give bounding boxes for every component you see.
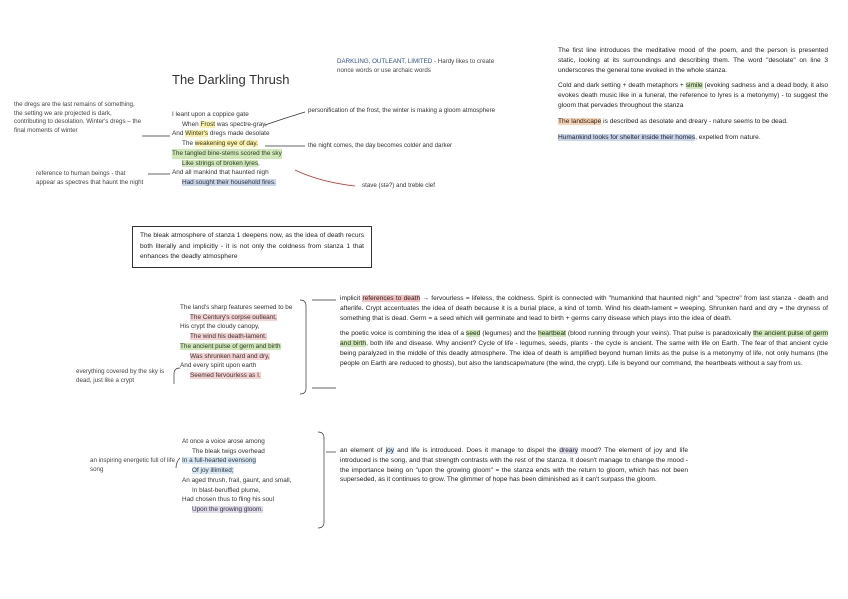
stanza3-line-4: [182, 466, 291, 476]
line2-frost: Frost: [200, 120, 216, 128]
bracket-stanza3: [318, 432, 324, 528]
stanza2-line-6: [180, 352, 292, 362]
connector-stave: [295, 170, 355, 186]
note-covered: everything covered by the sky is dead, just like a crypt: [76, 368, 165, 384]
note-inspiring: an inspiring energetic full of life song: [90, 457, 175, 473]
middle-p1: [340, 294, 828, 323]
stanza-3: [182, 437, 291, 515]
note-dregs: the dregs are the last remains of something, the setting we are projected is dark, contributing to desolation. Winter's dregs – the final moments of winter: [14, 101, 142, 134]
stanza3-line-8: [182, 505, 291, 515]
middle-p2-c: (blood running through your veins). That pulse is paradoxically: [565, 330, 754, 338]
line4-b: eye of day.: [225, 140, 258, 148]
stanza2-line-2-text: The Century's corpse outleant,: [190, 313, 277, 321]
right-p2-b: (evoking sadness and a dead body, it also evokes death music like in a funeral, the reference to lyres is a metonymy) - to suggest the gloom that pervades throughout the stanza: [558, 82, 829, 109]
note-night: the night comes, the day becomes colder and darker: [308, 142, 453, 149]
stanza-2: [180, 303, 292, 381]
middle-p2-a: the poetic voice is combining the idea of a: [340, 330, 467, 338]
middle-column: [340, 294, 828, 375]
stanza-1: [172, 110, 282, 188]
stanza1-line-3: [172, 129, 282, 139]
stanza2-line-4-text: The wind his death-lament.: [190, 333, 267, 341]
line2-a: When: [182, 120, 201, 128]
stanza1-line-6: [172, 159, 282, 169]
archaic-words-text: - Hardy likes to create nonce words or use archaic words: [337, 58, 495, 74]
middle-p3: [340, 446, 688, 485]
stanza1-line-5: The tangled bine-stems scored the sky: [172, 149, 282, 157]
stanza1-line-1: I leant upon a coppice gate: [172, 111, 249, 118]
page-title: The Darkling Thrush: [172, 72, 290, 87]
note-personification: personification of the frost, the winter is making a gloom atmosphere: [308, 107, 496, 114]
right-p1: The first line introduces the meditative mood of the poem, and the person is presented static, looking at its surroundings and describing them. The word "desolate" on line 3 underscores the general tone evoked in the whole stanza.: [558, 47, 828, 74]
middle-p2-b: (legumes) and the: [480, 330, 538, 338]
stanza2-line-5: [180, 342, 292, 352]
line3-winter: Winter's: [185, 130, 209, 138]
summary-box: The bleak atmosphere of stanza 1 deepens now, as the idea of death recurs both literally and implicitly - it is not only the coldness from stanza 1 that enhances the deadly atmosphere: [132, 226, 372, 268]
stanza2-line-3: His crypt the cloudy canopy,: [180, 323, 260, 331]
stanza3-line-6: In blast-beruffled plume,: [192, 486, 261, 494]
middle-p3-c: mood? The element of joy and life introduced is the song, and that strength contrasts with the rest of the stanza. It doesn't manage to change the mood - the importance being on "upon the growing gloom" = the stanza ends with the return to gloom, which has not been superseded, as it continues to grow. The glimmer of hope has been diminished as it can't surpass the gloom.: [340, 447, 688, 484]
stanza2-line-8-text: Seemed fervourless as I.: [190, 371, 261, 379]
stanza3-line-4-text: Of joy illimited;: [192, 467, 234, 475]
stanza2-line-4: [180, 332, 292, 342]
stanza1-line-7: And all mankind that haunted nigh: [172, 169, 269, 177]
middle-p3-joy: joy: [385, 447, 395, 454]
stanza2-line-2: [180, 313, 292, 323]
right-p3-b: is described as desolate and dreary - nature seems to be dead.: [601, 117, 788, 125]
stanza3-line-5: An aged thrush, frail, gaunt, and small,: [182, 476, 292, 484]
stanza1-line-4: [172, 139, 282, 149]
line6-lyres: broken lyres: [223, 159, 259, 167]
line4-a: The: [182, 140, 195, 148]
stanza3-line-3: [182, 456, 291, 466]
right-p4-b: , expelled from nature.: [695, 133, 761, 141]
middle-p3-dreary: dreary: [559, 447, 579, 454]
stanza2-line-5-text: The ancient pulse of germ and birth: [180, 342, 281, 350]
note-spectres: reference to human beings - that appear as spectres that haunt the night: [36, 170, 144, 186]
stanza3-line-3-text: In a full-hearted evensong: [182, 457, 256, 465]
right-column: [558, 46, 828, 148]
right-p3-landscape: The landscape: [558, 117, 602, 125]
stanza3-line-8-text: Upon the growing gloom.: [192, 505, 264, 513]
stanza1-line-2: [172, 120, 282, 130]
right-p4: [558, 133, 828, 143]
line4-weakening: weakening: [194, 140, 226, 148]
archaic-words-label: DARKLING, OUTLEANT, LIMITED: [337, 58, 433, 65]
middle-p2-d: , both life and disease. Why ancient? Cycle of life - legumes, seeds, plants - the cycle is ancient. The same with life on Earth. The fear of that ancient cycle being paralyzed in the middle of this deadly atmosphere. The idea of death is amplified beyond human limits as the pulse is a metonymy of life, not only humans (the people on Earth are reduced to ghosts), but also the landscape/nature (the wind, the crypt). Life is beyond our command, the heartbeats without a say from us.: [340, 340, 828, 367]
middle-p2: [340, 329, 828, 368]
bracket-stanza2: [300, 300, 306, 394]
middle-p1-b: → fervourless = lifeless, the coldness. Spirit is connected with "humankind that haunted nigh" and "spectre" from last stanza - death and afterlife. Crypt accentuates the idea of death because it is a burial place, a kind of tomb. Wind his death-lament = weeping. Shrunken hard and dry = the dryness of something that is dead. Germ = a seed which will germinate and lead to birth + germs carry disease which plays into the idea of death.: [340, 295, 829, 322]
line3-b: dregs made desolate: [208, 130, 270, 138]
middle-p2-seed: seed: [466, 330, 481, 338]
middle-p1-a: implicit: [340, 295, 363, 302]
stanza2-line-6-text: Was shrunken hard and dry,: [190, 352, 270, 360]
joy-paragraph: [340, 446, 688, 491]
line3-a: And: [172, 130, 186, 138]
stanza1-line-8: [172, 178, 282, 188]
line6-a: Like strings of: [182, 159, 224, 167]
stanza2-line-7: And every spirit upon earth: [180, 362, 257, 370]
right-p2-simile: simile: [685, 82, 703, 90]
right-p2: [558, 81, 828, 110]
right-p3: [558, 117, 828, 127]
line2-b: was spectre-gray,: [215, 120, 267, 128]
right-p2-a: Cold and dark setting + death metaphors +: [558, 82, 686, 90]
archaic-words-note: [337, 57, 512, 75]
line6-b: ,: [258, 159, 260, 167]
note-stave: stave (stə?) and treble clef: [362, 182, 435, 189]
stanza2-line-8: [180, 371, 292, 381]
middle-p1-death: references to death: [362, 295, 421, 302]
line8-household: Had sought their household fires.: [182, 178, 276, 186]
middle-p3-a: an element of: [340, 447, 386, 454]
middle-p2-heartbeat: heartbeat: [537, 330, 566, 338]
middle-p2-pulse: the ancient pulse of germ and birth: [340, 330, 829, 348]
stanza3-line-1: At once a voice arose among: [182, 438, 265, 445]
right-p4-humankind: Humankind looks for shelter inside their homes: [558, 133, 696, 141]
middle-p3-b: and life is introduced. Does it manage to dispel the: [394, 447, 560, 454]
stanza3-line-7: Had chosen thus to fling his soul: [182, 496, 275, 504]
stanza2-line-1: The land's sharp features seemed to be: [180, 304, 293, 311]
stanza3-line-2: The bleak twigs overhead: [192, 447, 265, 455]
